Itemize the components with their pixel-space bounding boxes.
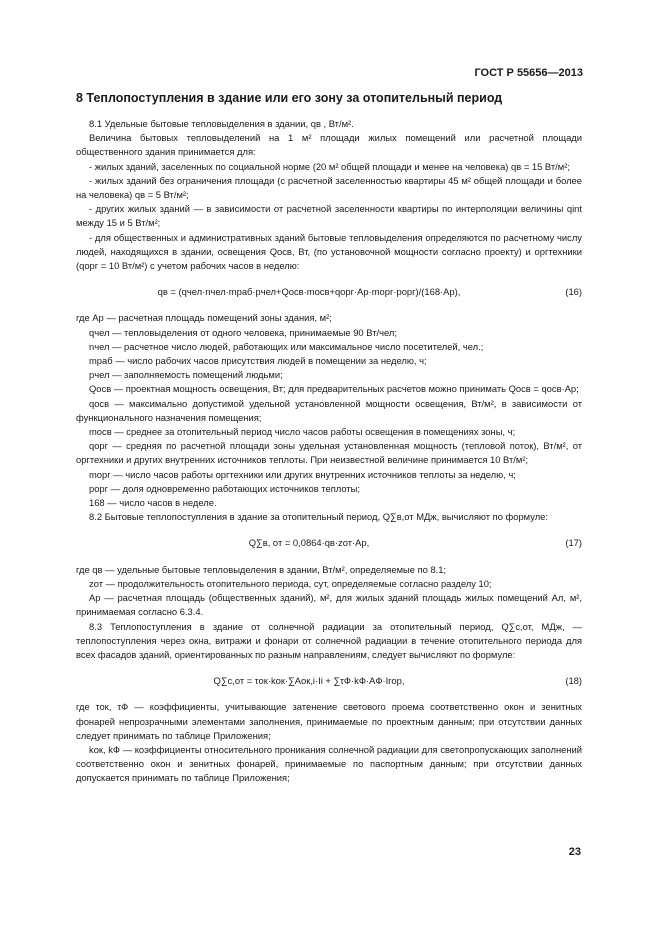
definition: zот — продолжительность отопительного периода, сут, определяемые согласно разделу 10;	[89, 577, 492, 589]
list-item: - жилых зданий, заселенных по социальной норме (20 м² общей площади и менее на человека) qв = 15 Вт/м²;	[89, 160, 570, 172]
paragraph: 8.2 Бытовые теплопоступления в здание за отопительный период, Q∑в,от МДж, вычисляют по формуле:	[89, 511, 548, 523]
definition: где qв — удельные бытовые тепловыделения в здании, Вт/м², определяемые по 8.1;	[76, 563, 447, 575]
page-number: 23	[568, 846, 581, 858]
definition: pорг — доля одновременно работающих источников теплоты;	[89, 482, 360, 494]
paragraph: 8.3 Теплопоступления в здание от солнечной радиации за отопительный период, Q∑с,от, МДж, — теплопоступления через окна, витражи и фонари от солнечной радиации в течение отопительного периода для всех фасадов зданий, ориентированных по разным направлениям, следует вычисляют по формуле:	[76, 620, 582, 660]
list-item: - жилых зданий без ограничения площади (с расчетной заселенностью квартиры 45 м² общей площади и более на человека) qв = 5 Вт/м²;	[76, 174, 582, 201]
definition: qчел — тепловыделения от одного человека, принимаемые 90 Вт/чел;	[89, 326, 397, 338]
definition: nчел — расчетное число людей, работающих или максимальное число посетителей, чел.;	[89, 340, 484, 352]
list-item: - для общественных и административных зданий бытовые тепловыделения определяются по расчетному числу людей, находящихся в здании, освещения Qосв, Вт, (по установочной мощности согласно проекту) и оргтехники (qорг = 10 Вт/м²) с учетом рабочих часов в неделю:	[76, 231, 582, 272]
formula-16	[76, 285, 582, 299]
formula-text: Q∑в, от = 0,0864·qв·zот·Aр,	[248, 537, 370, 549]
definition: mраб — число рабочих часов присутствия людей в помещении за неделю, ч;	[89, 355, 427, 367]
formula-text: qв = (qчел·nчел·mраб·pчел+Qосв·mосв+qорг·Aр·mорг·pорг)/(168·Aр),	[157, 286, 461, 298]
definition: qорг — средняя по расчетной площади зоны удельная установленная мощность (тепловой поток), Вт/м², от оргтехники и других внутренних источников теплоты. При неизвестной величине принимается 10 Вт/м²;	[76, 440, 582, 466]
formula-text: Q∑с,от = τок·kок·∑Aок,i·Ii + ∑τФ·kФ·AФ·Iгор,	[213, 675, 405, 687]
definition: mосв — среднее за отопительный период число часов работы освещения в помещениях зоны, ч;	[89, 426, 516, 438]
formula-17	[76, 536, 582, 550]
standard-number: ГОСТ Р 55656—2013	[474, 67, 583, 79]
definition: qосв — максимально допустимой удельной установленной мощности освещения, Вт/м², в зависимости от функционального назначения помещения;	[76, 397, 582, 423]
definition: где Aр — расчетная площадь помещений зоны здания, м²;	[76, 312, 332, 324]
definition: kок, kФ — коэффициенты относительного проникания солнечной радиации для светопропускающих заполнений соответственно окон и зенитных фонарей, принимаемые по паспортным данным; при отсутствии данных допускается принимать по таблице Приложения;	[76, 743, 582, 784]
definition: Aр — расчетная площадь (общественных зданий), м², для жилых зданий площадь жилых помещений Aл, м², принимаемая согласно 6.3.4.	[76, 592, 582, 618]
formula-18	[76, 674, 582, 688]
list-item: - других жилых зданий — в зависимости от расчетной заселенности квартиры по интерполяции величины qint между 15 и 5 Вт/м²;	[76, 203, 582, 229]
formula-number: (18)	[565, 675, 582, 687]
formula-number: (17)	[565, 537, 582, 549]
definition: 168 — число часов в неделе.	[89, 497, 217, 509]
definition: Qосв — проектная мощность освещения, Вт; для предварительных расчетов можно принимать Qосв = qосв·Aр;	[89, 383, 579, 395]
formula-number: (16)	[565, 286, 582, 298]
section-title: 8 Теплопоступления в здание или его зону за отопительный период	[76, 91, 503, 105]
paragraph: Величина бытовых тепловыделений на 1 м² площади жилых помещений или расчетной площади общественного здания принимается для:	[76, 132, 582, 158]
paragraph: 8.1 Удельные бытовые тепловыделения в здании, qв , Вт/м².	[89, 118, 354, 129]
definition: где τок, τФ — коэффициенты, учитывающие затенение светового проема соответственно окон и зенитных фонарей непрозрачными элементами заполнения, принимаемые по проектным данным; при отсутствии данных следует принимать по таблице Приложения;	[76, 701, 582, 741]
body-text	[76, 117, 582, 786]
definition: mорг — число часов работы оргтехники или других внутренних источников теплоты за неделю, ч;	[89, 468, 516, 480]
definition: pчел — заполняемость помещений людьми;	[89, 369, 283, 381]
